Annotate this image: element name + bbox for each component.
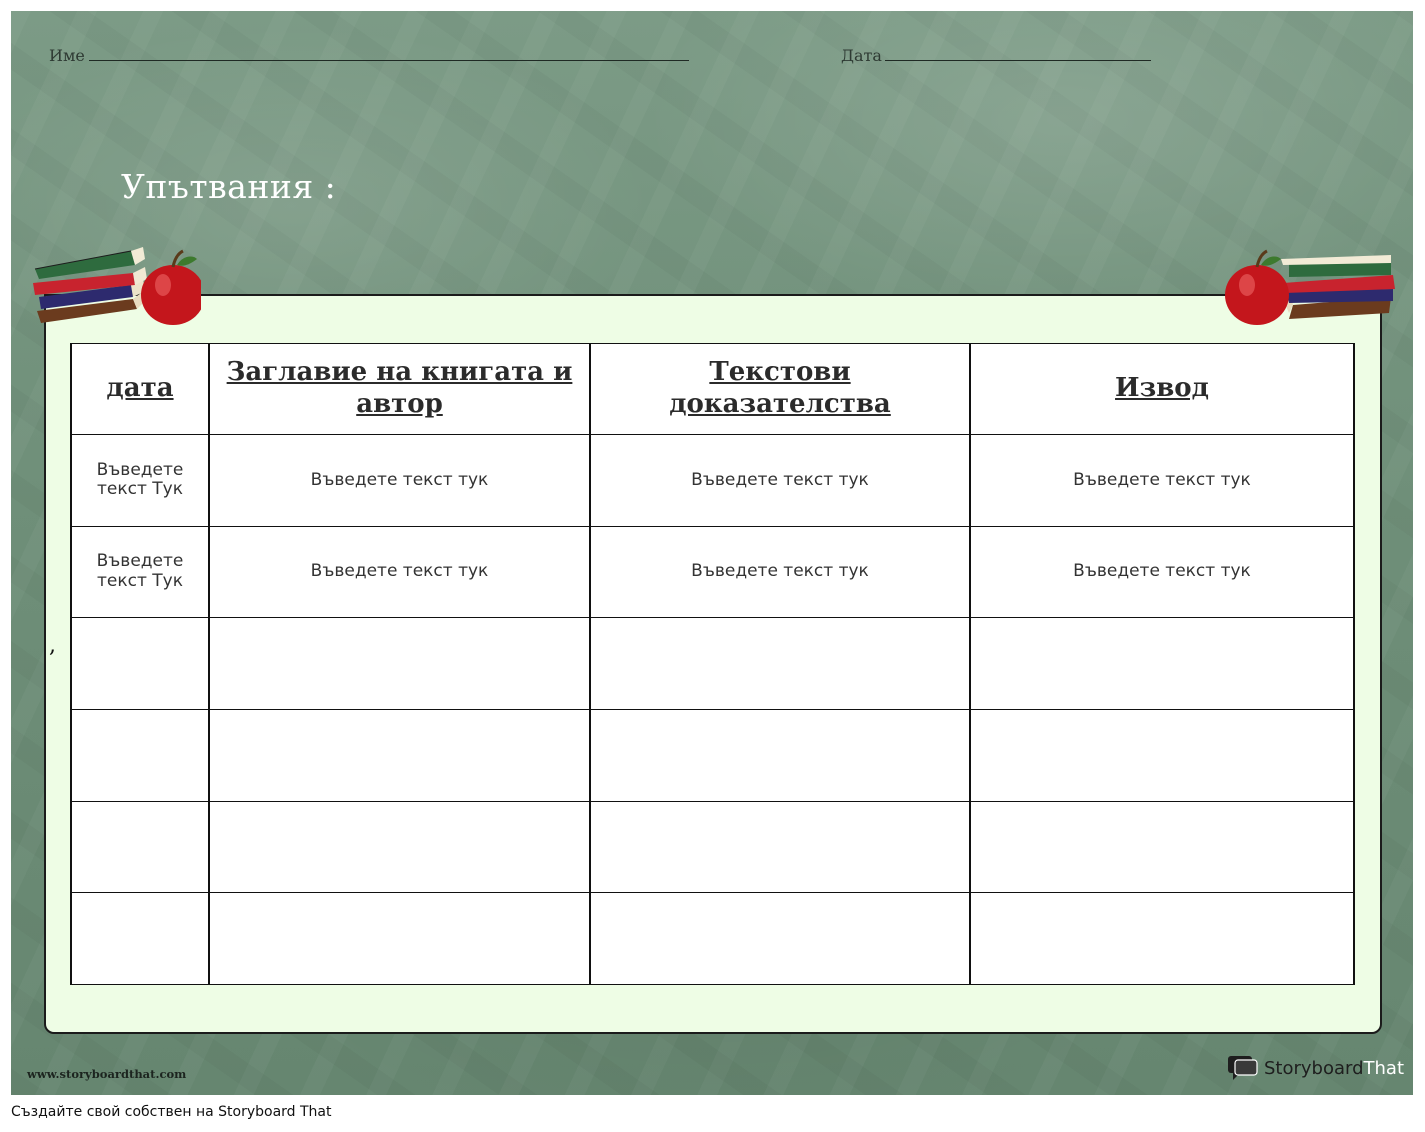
table-row [71,893,1354,985]
table-cell[interactable]: Въведете текст тук [590,526,970,618]
name-line [89,60,689,61]
table-cell[interactable]: Въведете текст тук [209,526,590,618]
brand-story: Storyboard [1264,1057,1364,1079]
column-header-text-evidence: Текстови доказателства [590,344,970,435]
table-cell[interactable]: Въведете текст тук [209,435,590,527]
table-cell[interactable] [71,618,209,710]
name-label: Име [49,46,85,65]
table-row [71,801,1354,893]
table-cell[interactable]: Въведете текст Тук [71,435,209,527]
table-cell[interactable]: Въведете текст Тук [71,526,209,618]
table-cell[interactable] [209,893,590,985]
table-cell[interactable]: Въведете текст тук [590,435,970,527]
worksheet [11,11,1413,1095]
apple-icon [141,251,201,325]
table-cell[interactable] [209,618,590,710]
table-cell[interactable] [590,893,970,985]
date-line [885,60,1151,61]
table-cell[interactable] [71,893,209,985]
books-apple-left-icon [31,237,201,329]
brand-that: That [1363,1057,1405,1079]
table-cell[interactable] [590,801,970,893]
books-apple-right-icon [1223,237,1401,329]
storyboard-chat-icon [1227,1055,1259,1081]
create-your-own-caption[interactable]: Създайте свой собствен на Storyboard That [11,1104,332,1120]
column-header-conclusion: Извод [970,344,1354,435]
table-cell[interactable] [970,709,1354,801]
table-cell[interactable]: Въведете текст тук [970,526,1354,618]
data-table [70,343,1355,985]
table-cell[interactable] [71,801,209,893]
instructions-title: Упътвания : [121,167,337,206]
storyboardthat-logo [1227,1055,1404,1081]
books-stack-icon [33,247,147,323]
table-row [71,618,1354,710]
books-stack-icon [1281,255,1395,319]
stray-comma: , [49,633,56,658]
date-label: Дата [841,46,882,65]
apple-icon [1225,251,1289,325]
table-cell[interactable] [970,618,1354,710]
table-cell[interactable]: Въведете текст тук [970,435,1354,527]
table-row [71,435,1354,527]
table-cell[interactable] [970,893,1354,985]
table-cell[interactable] [970,801,1354,893]
table-header-row [71,344,1354,435]
table-cell[interactable] [590,618,970,710]
table-cell[interactable] [590,709,970,801]
column-header-book-title-author: Заглавие на книгата и автор [209,344,590,435]
table-cell[interactable] [71,709,209,801]
column-header-date: дата [71,344,209,435]
table-cell[interactable] [209,709,590,801]
table-cell[interactable] [209,801,590,893]
table-row [71,709,1354,801]
table-row [71,526,1354,618]
website-url: www.storyboardthat.com [27,1067,187,1081]
